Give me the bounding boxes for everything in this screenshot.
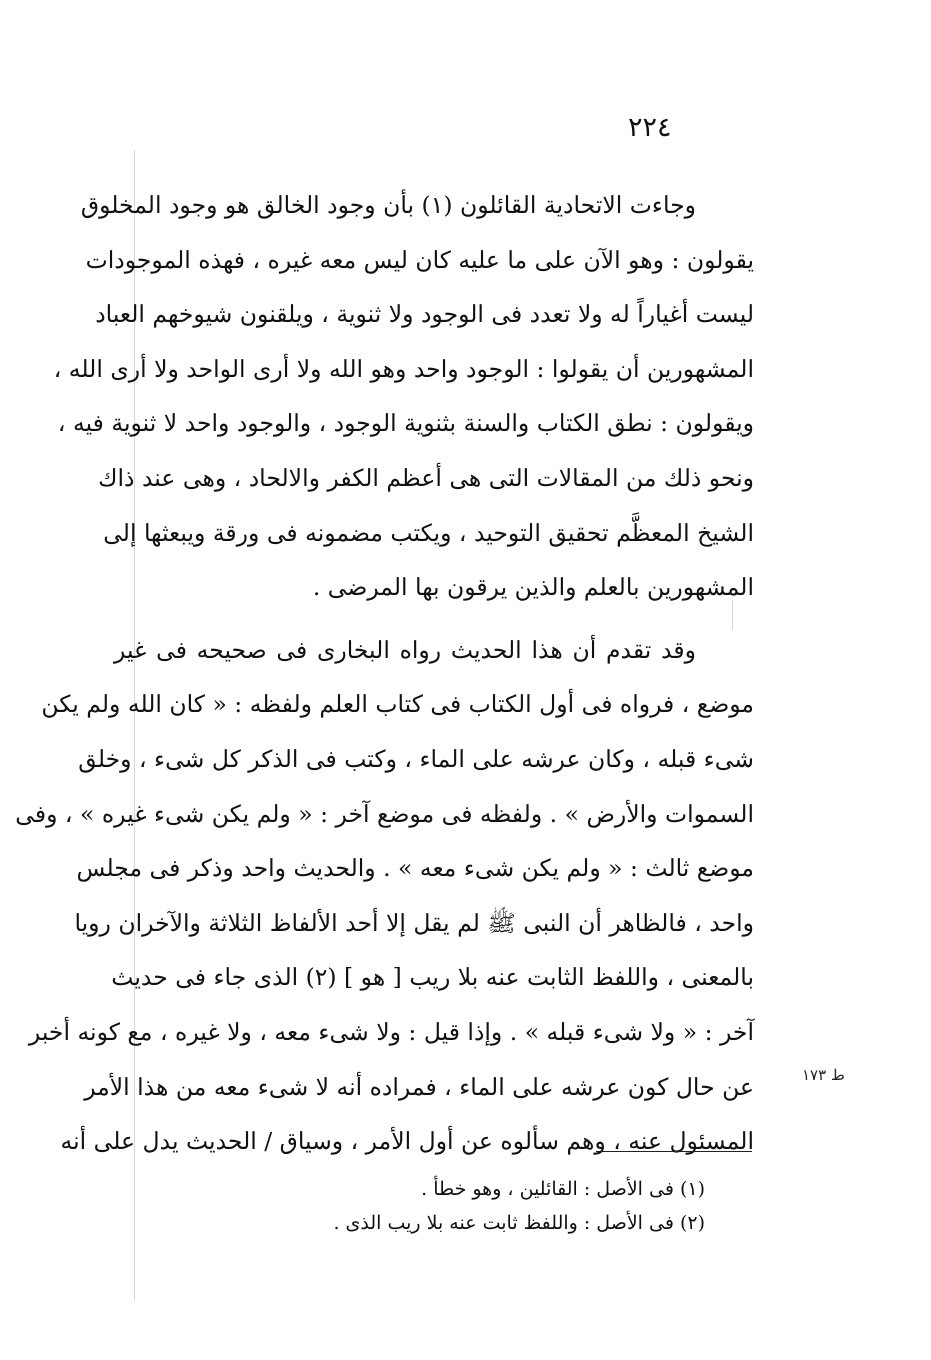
page-number: ٢٢٤ [628, 112, 672, 143]
text-line: عن حال كون عرشه على الماء ، فمراده أنه لا شىء معه من هذا الأمر [84, 1072, 754, 1101]
footnotes [333, 1172, 705, 1240]
text-line: ليست أغياراً له ولا تعدد فى الوجود ولا ثنوية ، ويلقنون شيوخهم العباد [95, 300, 754, 329]
text-line: واحد ، فالظاهر أن النبى ﷺ لم يقل إلا أحد الألفاظ الثلاثة والآخران رويا [74, 908, 754, 937]
text-line: وقد تقدم أن هذا الحديث رواه البخارى فى صحيحه فى غير [114, 635, 696, 664]
margin-reference-note: ط ١٧٣ [802, 1066, 845, 1084]
footnote: (٢) فى الأصل : واللفظ ثابت عنه بلا ريب الذى . [333, 1212, 705, 1234]
paragraph [53, 178, 754, 615]
text-line: المشهورين بالعلم والذين يرقون بها المرضى . [312, 573, 754, 602]
text-line: آخر : « ولا شىء قبله » . وإذا قيل : ولا شىء معه ، ولا غيره ، مع كونه أخبر [28, 1017, 754, 1046]
paragraph [15, 623, 754, 1169]
text-line: موضع ثالث : « ولم يكن شىء معه » . والحديث واحد وذكر فى مجلس [76, 854, 754, 883]
footnote-separator [596, 1151, 752, 1152]
text-line: بالمعنى ، واللفظ الثابت عنه بلا ريب [ هو ] (٢) الذى جاء فى حديث [111, 963, 754, 992]
text-line: وجاءت الاتحادية القائلون (١) بأن وجود الخالق هو وجود المخلوق [80, 191, 696, 219]
body-text [15, 178, 754, 1169]
text-line: السموات والأرض » . ولفظه فى موضع آخر : « ولم يكن شىء غيره » ، وفى [15, 799, 754, 828]
text-line: ونحو ذلك من المقالات التى هى أعظم الكفر والالحاد ، وهى عند ذاك [98, 463, 754, 492]
footnote: (١) فى الأصل : القائلين ، وهو خطأ . [421, 1178, 705, 1200]
text-line: ويقولون : نطق الكتاب والسنة بثنوية الوجود ، والوجود واحد لا ثنوية فيه ، [57, 409, 754, 438]
text-line: موضع ، فرواه فى أول الكتاب فى كتاب العلم ولفظه : « كان الله ولم يكن [41, 690, 754, 719]
text-line: يقولون : وهو الآن على ما عليه كان ليس معه غيره ، فهذه الموجودات [85, 245, 754, 274]
text-line: الشيخ المعظَّم تحقيق التوحيد ، ويكتب مضمونه فى ورقة ويبعثها إلى [103, 518, 754, 547]
text-line: المسئول عنه ، وهم سألوه عن أول الأمر ، وسياق / الحديث يدل على أنه [60, 1127, 754, 1156]
text-line: شىء قبله ، وكان عرشه على الماء ، وكتب فى الذكر كل شىء ، وخلق [78, 744, 754, 773]
text-line: المشهورين أن يقولوا : الوجود واحد وهو الله ولا أرى الواحد ولا أرى الله ، [53, 354, 754, 383]
